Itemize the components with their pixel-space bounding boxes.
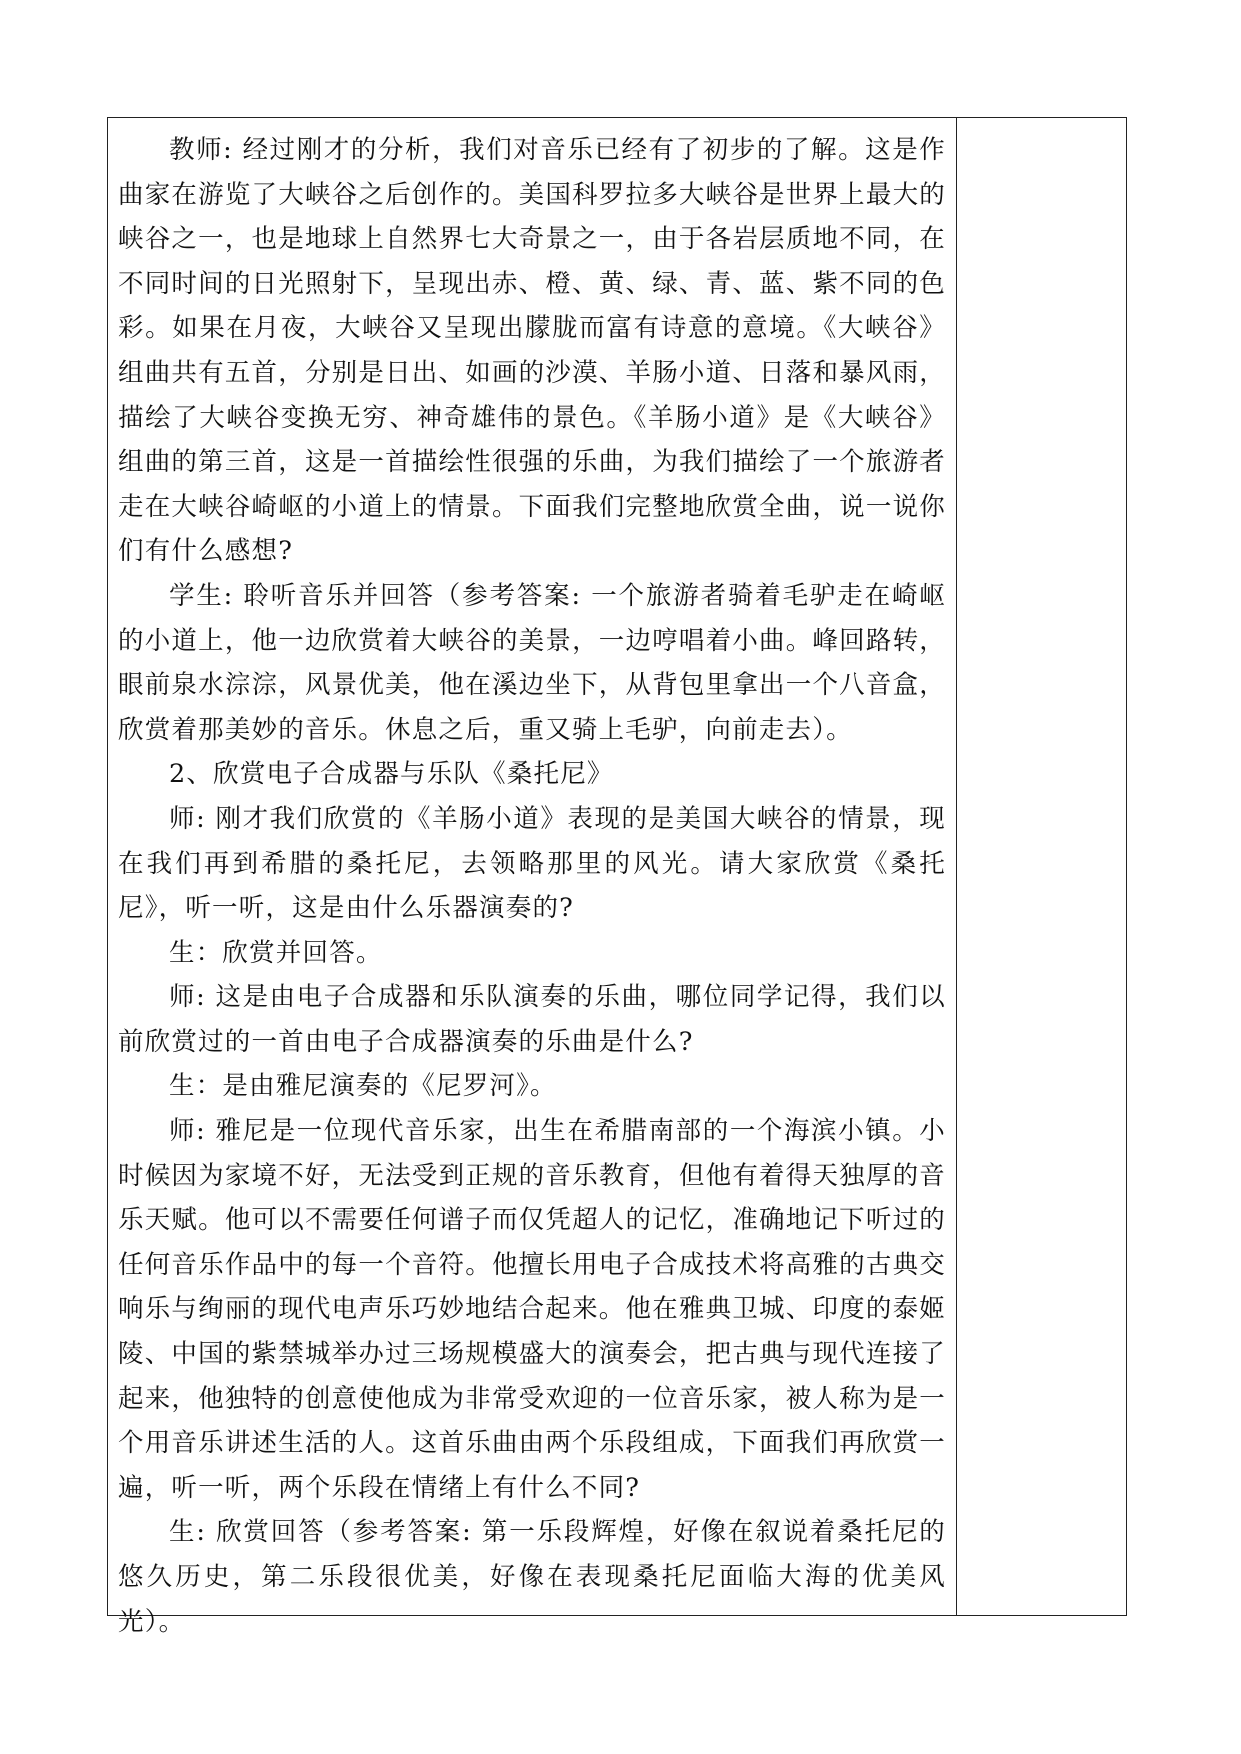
paragraph-teacher-grand-canyon: 教师: 经过刚才的分析，我们对音乐已经有了初步的了解。这是作曲家在游览了大峡谷之后创作的。美国科罗拉多大峡谷是世界上最大的峡谷之一，也是地球上自然界七大奇景之一，由于各岩层质地不同，在不同时间的日光照射下，呈现出赤、橙、黄、绿、青、蓝、紫不同的色彩。如果在月夜，大峡谷又呈现出朦胧而富有诗意的意境。《大峡谷》组曲共有五首，分别是日出、如画的沙漠、羊肠小道、日落和暴风雨，描绘了大峡谷变换无穷、神奇雄伟的景色。《羊肠小道》是《大峡谷》组曲的第三首，这是一首描绘性很强的乐曲，为我们描绘了一个旅游者走在大峡谷崎岖的小道上的情景。下面我们完整地欣赏全曲，说一说你们有什么感想? [118,135,946,567]
section-heading-santorini: 2、欣赏电子合成器与乐队《桑托尼》 [169,759,614,790]
paragraph-teacher-synthesizer: 师: 这是由电子合成器和乐队演奏的乐曲，哪位同学记得，我们以前欣赏过的一首由电子合成器演奏的乐曲是什么? [118,982,946,1057]
content-cell [108,118,957,1637]
paragraph-student-answer: 学生: 聆听音乐并回答（参考答案: 一个旅游者骑着毛驴走在崎岖的小道上，他一边欣赏着大峡谷的美景，一边哼唱着小曲。峰回路转，眼前泉水淙淙，风景优美，他在溪边坐下，从背包里拿出一个八音盒，欣赏着那美妙的音乐。休息之后，重又骑上毛驴，向前走去）。 [118,580,946,745]
paragraph-student-final-answer: 生: 欣赏回答（参考答案: 第一乐段辉煌，好像在叙说着桑托尼的悠久历史，第二乐段很优美，好像在表现桑托尼面临大海的优美风光）。 [118,1517,946,1637]
paragraph-teacher-santorini: 师: 刚才我们欣赏的《羊肠小道》表现的是美国大峡谷的情景，现在我们再到希腊的桑托尼，去领略那里的风光。请大家欣赏《桑托尼》，听一听，这是由什么乐器演奏的? [118,803,946,924]
paragraph-student-nile: 生：是由雅尼演奏的《尼罗河》。 [169,1071,557,1102]
notes-cell [957,118,1126,1615]
lesson-plan-table [107,117,1127,1637]
paragraph-teacher-yanni: 师: 雅尼是一位现代音乐家，出生在希腊南部的一个海滨小镇。小时候因为家境不好，无法受到正规的音乐教育，但他有着得天独厚的音乐天赋。他可以不需要任何谱子而仅凭超人的记忆，准确地记下听过的任何音乐作品中的每一个音符。他擅长用电子合成技术将高雅的古典交响乐与绚丽的现代电声乐巧妙地结合起来。他在雅典卫城、印度的泰姬陵、中国的紫禁城举办过三场规模盛大的演奏会，把古典与现代连接了起来，他独特的创意使他成为非常受欢迎的一位音乐家，被人称为是一个用音乐讲述生活的人。这首乐曲由两个乐段组成，下面我们再欣赏一遍，听一听，两个乐段在情绪上有什么不同? [118,1116,946,1503]
paragraph-student-listen: 生：欣赏并回答。 [169,937,383,968]
